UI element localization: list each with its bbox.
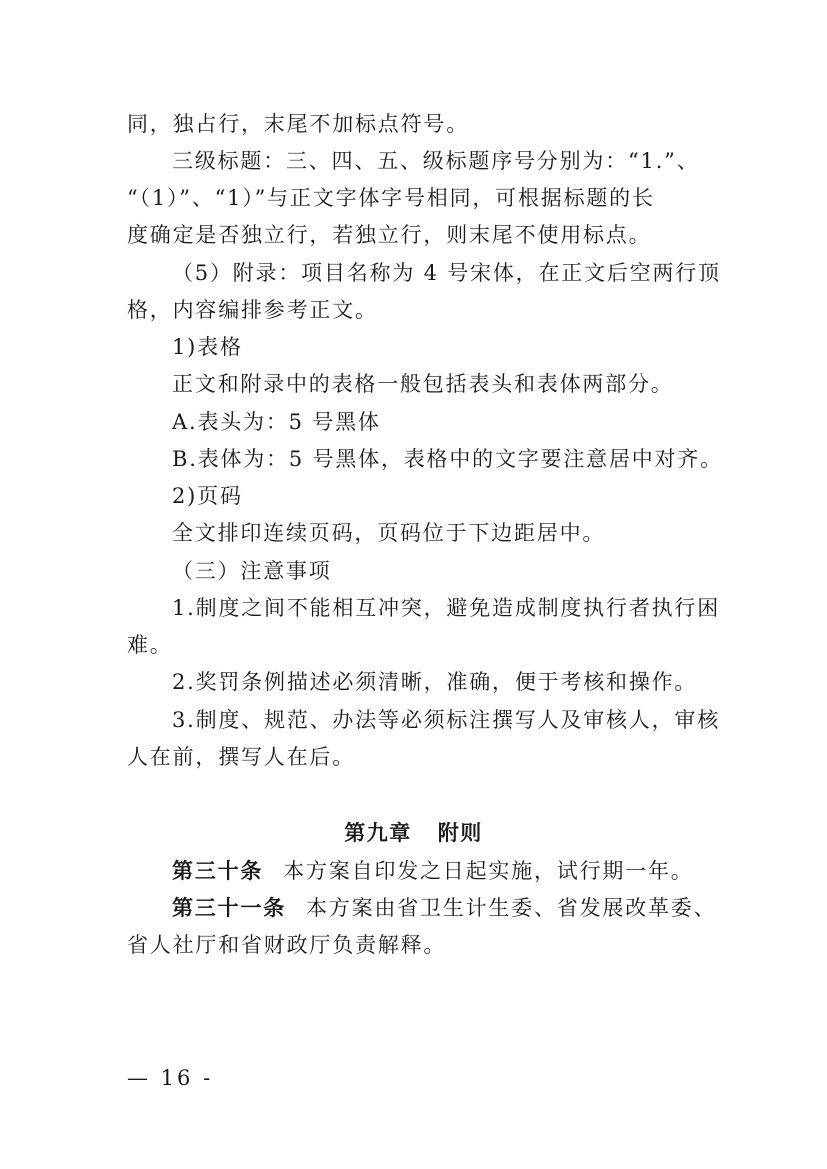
body-line: 格，内容编排参考正文。 [127, 298, 378, 322]
body-line: A.表头为：5 号黑体 [172, 410, 381, 434]
chapter-heading [0, 821, 827, 845]
chapter-number: 第九章 [344, 821, 412, 845]
body-line: 难。 [127, 633, 173, 657]
body-line: 省人社厅和省财政厅负责解释。 [127, 933, 447, 957]
page-number: — 16 - [127, 1066, 214, 1090]
article-label: 第三十条 [172, 859, 264, 883]
body-line: 3.制度、规范、办法等必须标注撰写人及审核人，审核 [172, 708, 721, 732]
body-line: 正文和附录中的表格一般包括表头和表体两部分。 [172, 372, 674, 396]
article-text: 本方案由省卫生计生委、省发展改革委、 [306, 896, 717, 920]
body-line: 度确定是否独立行，若独立行，则末尾不使用标点。 [127, 223, 652, 247]
article-label: 第三十一条 [172, 896, 286, 920]
body-line: B.表体为：5 号黑体，表格中的文字要注意居中对齐。 [172, 447, 723, 471]
body-line: 1.制度之间不能相互冲突，避免造成制度执行者执行困 [172, 596, 721, 620]
body-line: 全文排印连续页码，页码位于下边距居中。 [172, 521, 606, 545]
section-heading: （三）注意事项 [172, 559, 332, 583]
body-line: 1)表格 [172, 335, 243, 359]
body-line: 2.奖罚条例描述必须清晰，准确，便于考核和操作。 [172, 670, 698, 694]
body-line: 人在前，撰写人在后。 [127, 745, 355, 769]
body-line: （5）附录：项目名称为 4 号宋体，在正文后空两行顶 [172, 261, 721, 285]
body-line: “（1）”、“1）”与正文字体字号相同，可根据标题的长 [127, 186, 655, 210]
article-31 [172, 896, 716, 920]
article-text: 本方案自印发之日起实施，试行期一年。 [283, 859, 694, 883]
chapter-title: 附则 [437, 821, 483, 845]
body-line: 2)页码 [172, 484, 243, 508]
body-line: 同，独占行，末尾不加标点符号。 [127, 112, 469, 136]
article-30 [172, 859, 694, 883]
body-line: 三级标题：三、四、五、级标题序号分别为：“1.”、 [172, 149, 700, 173]
